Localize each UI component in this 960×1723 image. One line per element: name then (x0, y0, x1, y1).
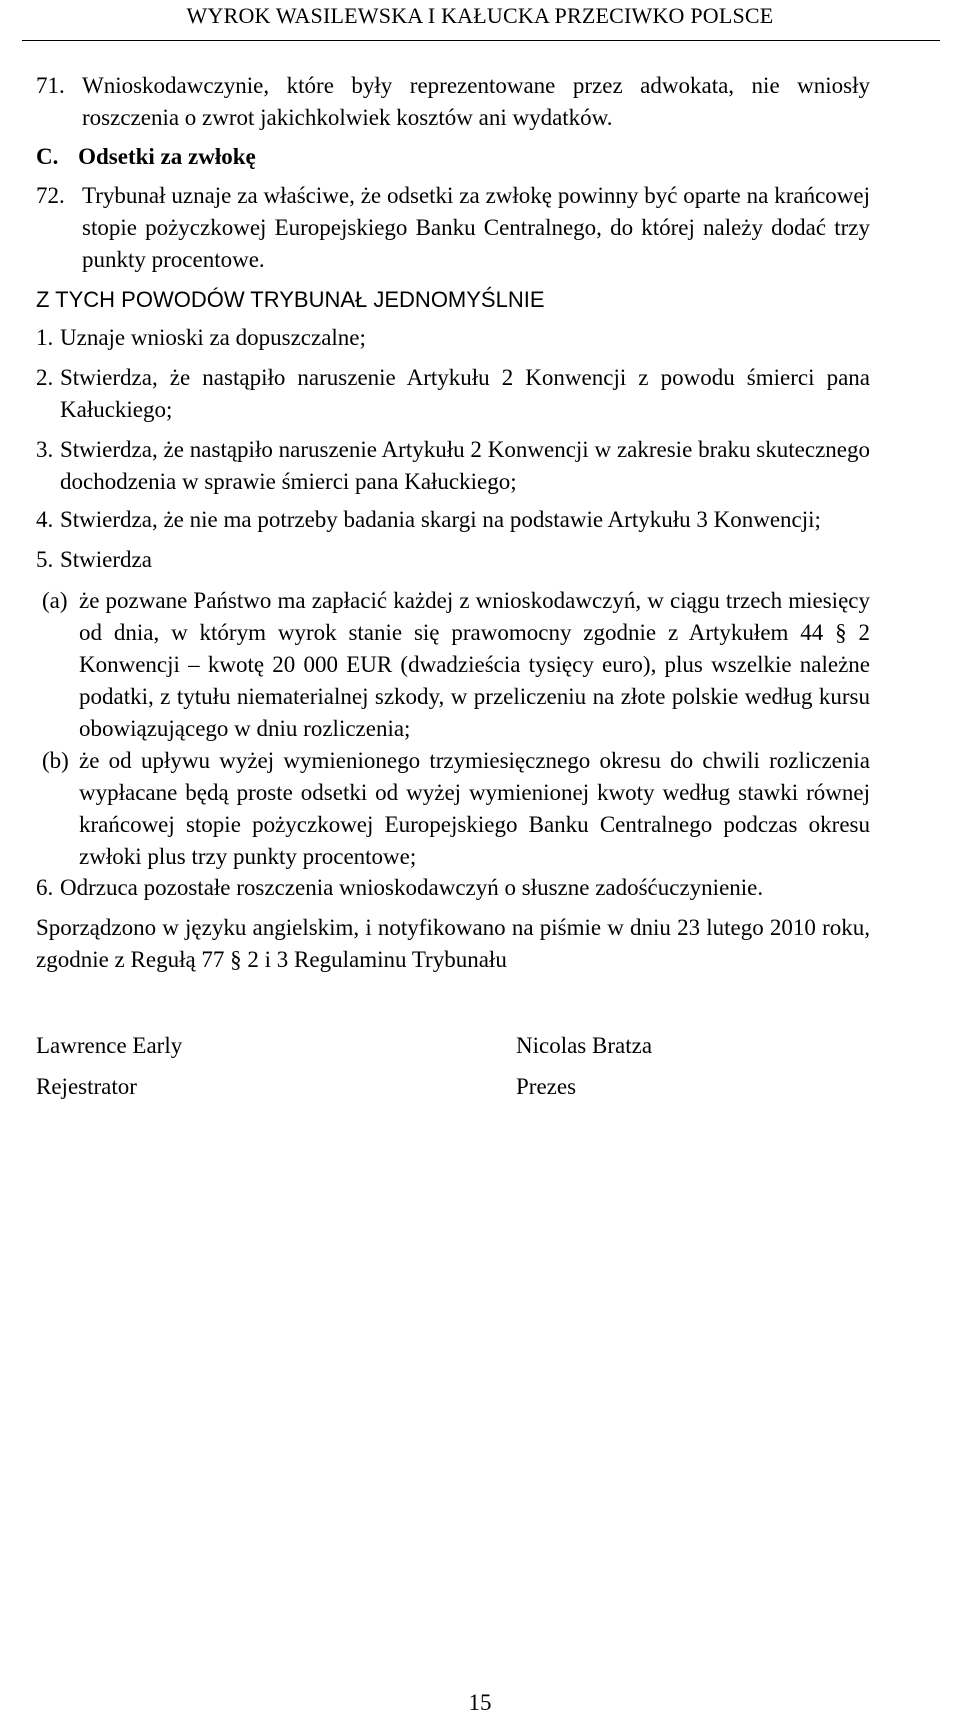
paragraph-text: Wnioskodawczynie, które były reprezentowane przez adwokata, nie wniosły roszczenia o zwrot jakichkolwiek kosztów ani wydatków. (82, 73, 870, 130)
ruling-number: 3. (36, 437, 54, 462)
paragraph-71 (36, 70, 870, 134)
running-header: WYROK WASILEWSKA I KAŁUCKA PRZECIWKO POLSCE (186, 3, 774, 28)
closing-statement: Sporządzono w języku angielskim, i notyfikowano na piśmie w dniu 23 lutego 2010 roku, zgodnie z Regułą 77 § 2 i 3 Regulaminu Trybunału (36, 915, 870, 972)
ruling-2 (36, 362, 870, 426)
ruling-number: 5. (36, 547, 54, 572)
paragraph-text: Trybunał uznaje za właściwe, że odsetki za zwłokę powinny być oparte na krańcowej stopie pożyczkowej Europejskiego Banku Centralnego, do której należy dodać trzy punkty procentowe. (82, 183, 870, 272)
ruling-4 (36, 504, 870, 536)
paragraph-number: 71. (36, 73, 65, 98)
sub-label: (b) (42, 748, 69, 773)
ruling-text: Odrzuca pozostałe roszczenia wnioskodawczyń o słuszne zadośćuczynienie. (60, 875, 764, 900)
ruling-number: 4. (36, 507, 54, 532)
ruling-text: Uznaje wnioski za dopuszczalne; (60, 325, 366, 350)
ruling-heading: Z TYCH POWODÓW TRYBUNAŁ JEDNOMYŚLNIE (36, 287, 545, 312)
signature-left-role: Rejestrator (36, 1074, 137, 1099)
ruling-text: Stwierdza, że nastąpiło naruszenie Artykułu 2 Konwencji w zakresie braku skutecznego dochodzenia w sprawie śmierci pana Kałuckiego; (60, 437, 870, 494)
ruling-text: Stwierdza, że nastąpiło naruszenie Artykułu 2 Konwencji z powodu śmierci pana Kałuckiego; (60, 365, 870, 422)
page-number: 15 (468, 1690, 492, 1715)
sub-text: że pozwane Państwo ma zapłacić każdej z wnioskodawczyń, w ciągu trzech miesięcy od dnia, w którym wyrok stanie się prawomocny zgodnie z Artykułem 44 § 2 Konwencji – kwotę 20 000 EUR (dwadzieścia tysięcy euro), plus wszelkie należne podatki, z tytułu niematerialnej szkody, w przeliczeniu na złote polskie według kursu obowiązującego w dniu rozliczenia; (79, 588, 870, 741)
ruling-number: 6. (36, 875, 54, 900)
ruling-5 (36, 544, 870, 576)
section-title: Odsetki za zwłokę (78, 144, 256, 169)
section-letter: C. (36, 144, 59, 169)
paragraph-72 (36, 180, 870, 276)
sub-label: (a) (42, 588, 68, 613)
header-divider (22, 40, 940, 41)
signature-left-name: Lawrence Early (36, 1033, 183, 1058)
ruling-text: Stwierdza, że nie ma potrzeby badania skargi na podstawie Artykułu 3 Konwencji; (60, 507, 821, 532)
signature-right-name: Nicolas Bratza (516, 1033, 653, 1058)
section-c-heading (36, 141, 636, 173)
ruling-text: Stwierdza (60, 547, 152, 572)
ruling-5b (36, 745, 870, 873)
sub-text: że od upływu wyżej wymienionego trzymiesięcznego okresu do chwili rozliczenia wypłacane będą proste odsetki od wyżej wymienionej kwoty według stawki równej krańcowej stopie pożyczkowej Europejskiego Banku Centralnego podczas okresu zwłoki plus trzy punkty procentowe; (79, 748, 870, 869)
ruling-6 (36, 872, 870, 904)
ruling-number: 1. (36, 325, 54, 350)
signature-right-role: Prezes (516, 1074, 577, 1099)
ruling-5a (36, 585, 870, 745)
ruling-3 (36, 434, 870, 498)
paragraph-number: 72. (36, 183, 65, 208)
ruling-1 (36, 322, 870, 354)
ruling-number: 2. (36, 365, 54, 390)
